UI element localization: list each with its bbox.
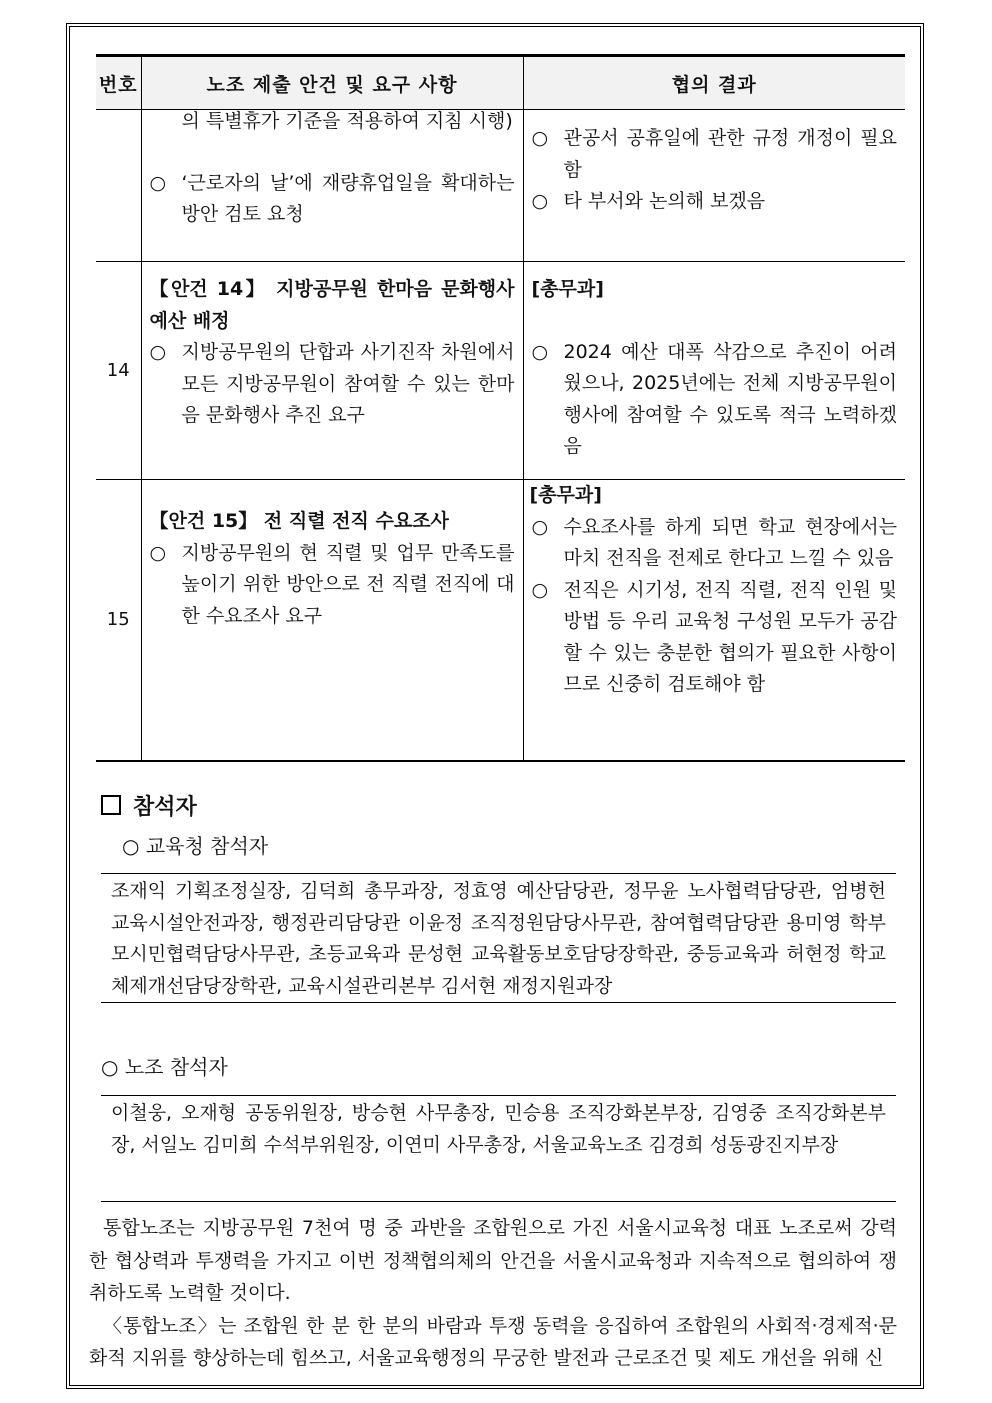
result-cell: [523, 480, 905, 761]
department-label: [총무과]: [531, 278, 604, 300]
agenda-title: 【안건 14】 지방공무원 한마음 문화행사 예산 배정: [149, 278, 515, 332]
circle-bullet-icon: ○: [122, 834, 140, 858]
list-item: ○ 지방공무원의 단합과 사기진작 차원에서 모든 지방공무원이 참여할 수 있는 한마음 문화행사 추진 요구: [150, 337, 515, 432]
attendees-section-title: 참석자: [101, 790, 197, 821]
list-item: ○ 전직은 시기성, 전직 직렬, 전직 인원 및 방법 등 우리 교육청 구성원 모두가 공감할 수 있는 충분한 협의가 필요한 사항이므로 신중히 검토해야 함: [532, 575, 898, 701]
row-num: 14: [96, 262, 141, 480]
circle-bullet-icon: ○: [531, 190, 549, 212]
circle-bullet-icon: ○: [531, 340, 549, 363]
office-attendees-heading: ○ 교육청 참석자: [122, 834, 269, 858]
header-result: 협의 결과: [523, 56, 905, 110]
header-demand: 노조 제출 안건 및 요구 사항: [141, 56, 523, 110]
table-header-row: [96, 56, 905, 110]
circle-bullet-icon: ○: [149, 541, 167, 564]
square-box-icon: [101, 795, 121, 815]
union-attendees-heading: ○ 노조 참석자: [101, 1055, 228, 1079]
closing-paragraph: 〈통합노조〉는 조합원 한 분 한 분의 바람과 투쟁 동력을 응집하여 조합원의 사회적·경제적·문화적 지위를 향상하는데 힘쓰고, 서울교육행정의 무궁한 발전과 근로조건 및 제도 개선을 위해 신: [89, 1314, 897, 1369]
demand-cell: [141, 480, 523, 761]
demand-cell: [141, 110, 523, 262]
list-item: ○ 2024 예산 대폭 삭감으로 추진이 어려웠으나, 2025년에는 전체 지방공무원이 행사에 참여할 수 있도록 적극 노력하겠음: [532, 337, 898, 463]
office-attendees-list: 조재익 기획조정실장, 김덕희 총무과장, 정효영 예산담당관, 정무윤 노사협력담당관, 엄병헌 교육시설안전과장, 행정관리담당관 이윤정 조직정원담당사무관, 참여협력담당관 용미영 학부모시민협력담당사무관, 초등교육과 문성현 교육활동보호담당장학관, 중등교육과 허현정 학교체제개선담당장학관, 교육시설관리본부 김서현 재정지원과장: [101, 873, 896, 1003]
list-item: ○ 타 부서와 논의해 보겠음: [532, 186, 898, 218]
table-row: [96, 480, 905, 761]
demand-continuation: 의 특별휴가 기준을 적용하여 지침 시행): [181, 110, 513, 132]
list-item: ○ 지방공무원의 현 직렬 및 업무 만족도를 높이기 위한 방안으로 전 직렬 전직에 대한 수요조사 요구: [150, 538, 515, 633]
header-num: 번호: [96, 56, 141, 110]
closing-statement: [89, 1212, 897, 1375]
table-row: [96, 110, 905, 262]
row-num: 15: [96, 480, 141, 761]
circle-bullet-icon: ○: [101, 1055, 119, 1079]
agenda-table: [96, 54, 905, 762]
row-num: [96, 110, 141, 262]
list-item: ○ ‘근로자의 날’에 재량휴업일을 확대하는 방안 검토 요청: [150, 168, 515, 231]
list-item: ○ 수요조사를 하게 되면 학교 현장에서는 마치 전직을 전제로 한다고 느낄 수 있음: [532, 512, 898, 575]
demand-cell: [141, 262, 523, 480]
agenda-title: 【안건 15】 전 직렬 전직 수요조사: [149, 510, 449, 532]
department-label: [총무과]: [529, 484, 602, 506]
table-row: [96, 262, 905, 480]
closing-paragraph: 통합노조는 지방공무원 7천여 명 중 과반을 조합원으로 가진 서울시교육청 대표 노조로써 강력한 협상력과 투쟁력을 가지고 이번 정책협의체의 안건을 서울시교육청과 지속적으로 협의하여 쟁취하도록 노력할 것이다.: [89, 1217, 897, 1304]
union-attendees-list: 이철웅, 오재형 공동위원장, 방승현 사무총장, 민승용 조직강화본부장, 김영중 조직강화본부장, 서일노 김미희 수석부위원장, 이연미 사무총장, 서울교육노조 김경희 성동광진지부장: [101, 1095, 896, 1202]
circle-bullet-icon: ○: [149, 171, 167, 194]
list-item: ○ 관공서 공휴일에 관한 규정 개정이 필요함: [532, 123, 898, 186]
circle-bullet-icon: ○: [531, 578, 549, 601]
result-cell: [523, 262, 905, 480]
circle-bullet-icon: ○: [149, 341, 167, 363]
circle-bullet-icon: ○: [531, 515, 549, 538]
circle-bullet-icon: ○: [531, 127, 549, 149]
result-cell: [523, 110, 905, 262]
